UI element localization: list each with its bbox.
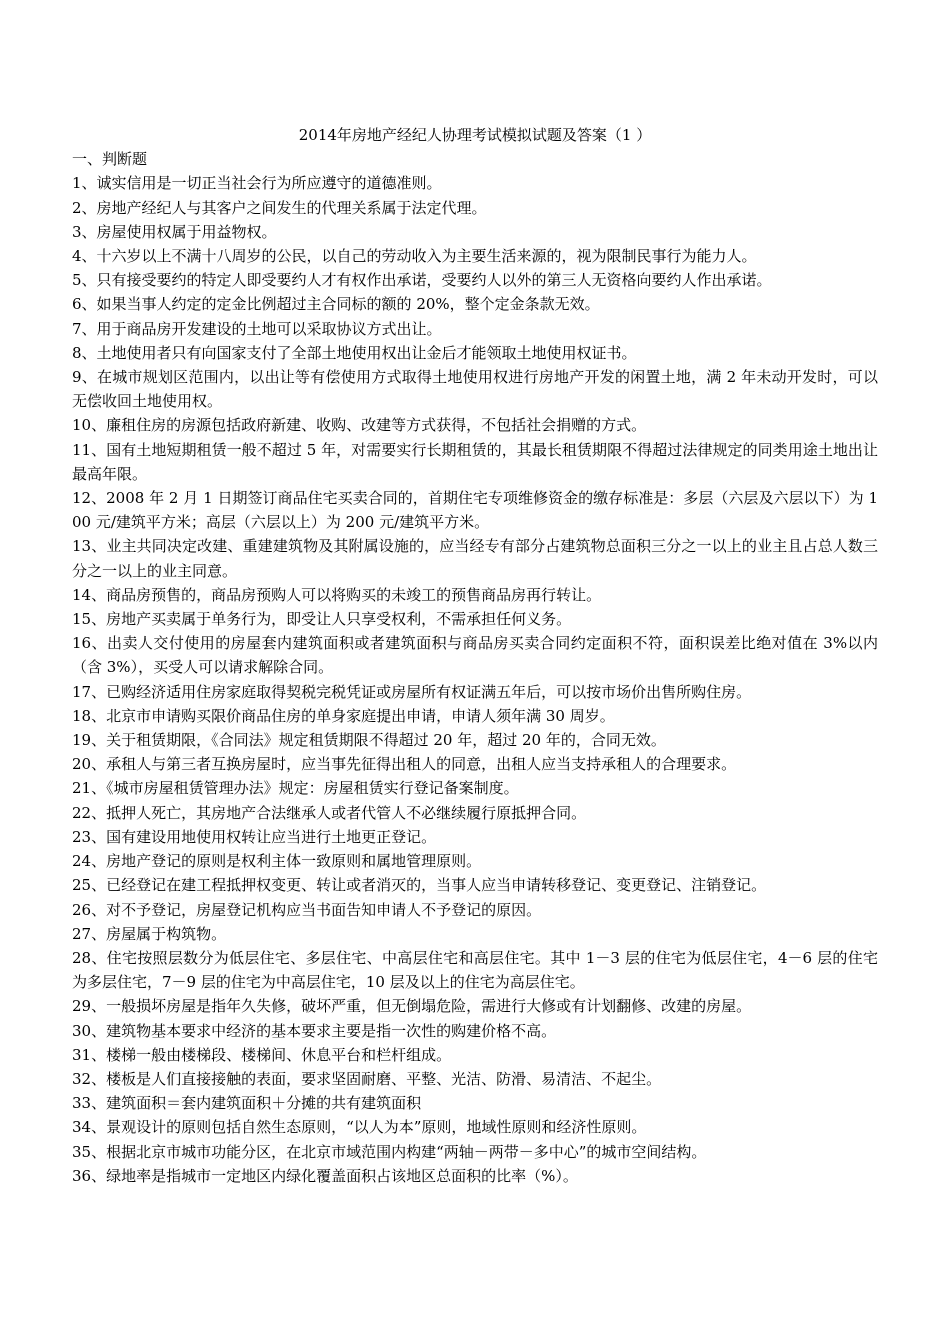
question-list [72, 171, 878, 1188]
question-item: 32、楼板是人们直接接触的表面，要求坚固耐磨、平整、光洁、防滑、易清洁、不起尘。 [72, 1069, 662, 1088]
section-heading: 一、判断题 [72, 150, 148, 169]
question-item: 36、绿地率是指城市一定地区内绿化覆盖面积占该地区总面积的比率（%）。 [72, 1166, 578, 1185]
question-item: 2、房地产经纪人与其客户之间发生的代理关系属于法定代理。 [72, 198, 487, 217]
question-item: 31、楼梯一般由楼梯段、楼梯间、休息平台和栏杆组成。 [72, 1045, 452, 1064]
question-item: 12、2008 年 2 月 1 日期签订商品住宅买卖合同的，首期住宅专项维修资金的缴存标准是：多层（六层及六层以下）为 100 元/建筑平方米；高层（六层以上）为 200 元/建筑平方米。 [72, 489, 878, 532]
question-item: 15、房地产买卖属于单务行为，即受让人只享受权利，不需承担任何义务。 [72, 610, 572, 629]
question-item: 14、商品房预售的，商品房预购人可以将购买的未竣工的预售商品房再行转让。 [72, 585, 602, 604]
question-item: 34、景观设计的原则包括自然生态原则，“以人为本”原则，地域性原则和经济性原则。 [72, 1118, 647, 1137]
question-item: 9、在城市规划区范围内，以出让等有偿使用方式取得土地使用权进行房地产开发的闲置土地，满 2 年未动开发时，可以无偿收回土地使用权。 [72, 368, 878, 411]
document-page [72, 123, 878, 1188]
question-item: 33、建筑面积＝套内建筑面积＋分摊的共有建筑面积 [72, 1094, 422, 1113]
question-item: 13、业主共同决定改建、重建建筑物及其附属设施的，应当经专有部分占建筑物总面积三分之一以上的业主且占总人数三分之一以上的业主同意。 [72, 537, 878, 580]
question-item: 17、已购经济适用住房家庭取得契税完税凭证或房屋所有权证满五年后，可以按市场价出售所购住房。 [72, 682, 752, 701]
question-item: 29、一般损坏房屋是指年久失修，破坏严重，但无倒塌危险，需进行大修或有计划翻修、改建的房屋。 [72, 997, 752, 1016]
question-item: 6、如果当事人约定的定金比例超过主合同标的额的 20%，整个定金条款无效。 [72, 295, 600, 314]
question-item: 19、关于租赁期限，《合同法》规定租赁期限不得超过 20 年，超过 20 年的，合同无效。 [72, 731, 666, 750]
question-item: 10、廉租住房的房源包括政府新建、收购、改建等方式获得，不包括社会捐赠的方式。 [72, 416, 647, 435]
question-item: 4、十六岁以上不满十八周岁的公民，以自己的劳动收入为主要生活来源的，视为限制民事行为能力人。 [72, 247, 757, 266]
question-item: 16、出卖人交付使用的房屋套内建筑面积或者建筑面积与商品房买卖合同约定面积不符，面积误差比绝对值在 3%以内（含 3%），买受人可以请求解除合同。 [72, 634, 878, 677]
question-item: 23、国有建设用地使用权转让应当进行土地更正登记。 [72, 827, 437, 846]
question-item: 22、抵押人死亡，其房地产合法继承人或者代管人不必继续履行原抵押合同。 [72, 803, 587, 822]
question-item: 28、住宅按照层数分为低层住宅、多层住宅、中高层住宅和高层住宅。其中 1－3 层的住宅为低层住宅，4－6 层的住宅为多层住宅，7－9 层的住宅为中高层住宅，10 层及以上的住宅为高层住宅。 [72, 948, 878, 992]
question-item: 30、建筑物基本要求中经济的基本要求主要是指一次性的购建价格不高。 [72, 1021, 557, 1040]
question-item: 25、已经登记在建工程抵押权变更、转让或者消灭的，当事人应当申请转移登记、变更登记、注销登记。 [72, 876, 767, 895]
question-item: 35、根据北京市城市功能分区，在北京市域范围内构建“两轴－两带－多中心”的城市空间结构。 [72, 1142, 707, 1161]
question-item: 8、土地使用者只有向国家支付了全部土地使用权出让金后才能领取土地使用权证书。 [72, 343, 637, 362]
question-item: 18、北京市申请购买限价商品住房的单身家庭提出申请，申请人须年满 30 周岁。 [72, 706, 615, 725]
question-item: 24、房地产登记的原则是权利主体一致原则和属地管理原则。 [72, 852, 482, 871]
document-title: 2014年房地产经纪人协理考试模拟试题及答案（1 ） [298, 126, 652, 144]
question-item: 26、对不予登记，房屋登记机构应当书面告知申请人不予登记的原因。 [72, 900, 542, 919]
question-item: 1、诚实信用是一切正当社会行为所应遵守的道德准则。 [72, 174, 442, 193]
question-item: 5、只有接受要约的特定人即受要约人才有权作出承诺，受要约人以外的第三人无资格向要约人作出承诺。 [72, 271, 772, 290]
question-item: 21、《城市房屋租赁管理办法》规定：房屋租赁实行登记备案制度。 [72, 779, 519, 798]
question-item: 27、房屋属于构筑物。 [72, 924, 227, 943]
question-item: 3、房屋使用权属于用益物权。 [72, 222, 277, 241]
question-item: 20、承租人与第三者互换房屋时，应当事先征得出租人的同意，出租人应当支持承租人的合理要求。 [72, 755, 737, 774]
question-item: 7、用于商品房开发建设的土地可以采取协议方式出让。 [72, 319, 442, 338]
question-item: 11、国有土地短期租赁一般不超过 5 年，对需要实行长期租赁的，其最长租赁期限不得超过法律规定的同类用途土地出让最高年限。 [72, 440, 878, 483]
